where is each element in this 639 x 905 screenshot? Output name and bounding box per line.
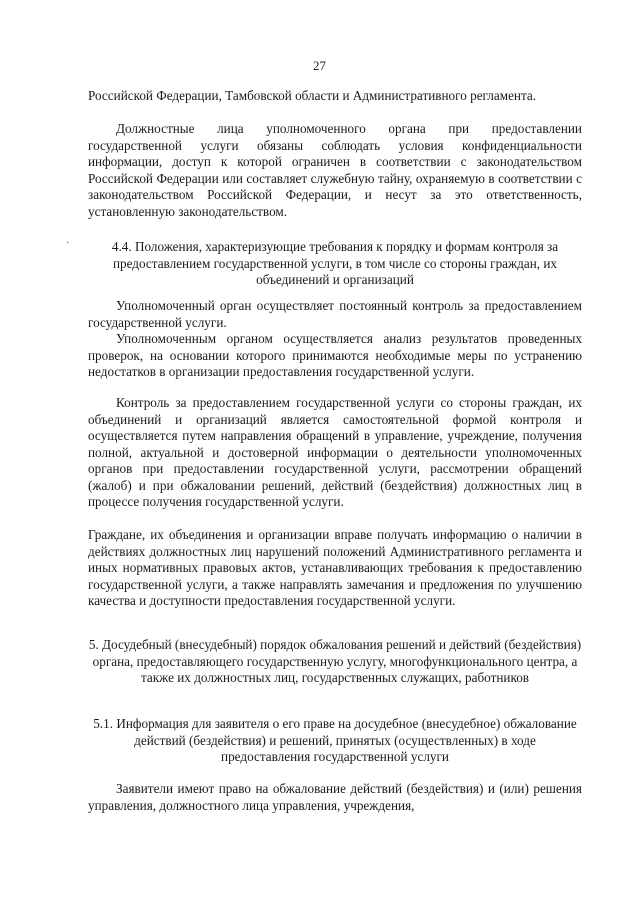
paragraph-continuation: Российской Федерации, Тамбовской области и Административного регламента.	[88, 88, 537, 103]
paragraph-appeal-right: Заявители имеют право на обжалование действий (бездействия) и (или) решения управления, должностного лица управления, учреждения,	[88, 781, 582, 813]
paragraph-confidentiality: Должностные лица уполномоченного органа при предоставлении государственной услуги обязаны соблюдать условия конфиденциальности информации, доступ к которой ограничен в соответствии с законодательством Российской Федерации или составляет служебную тайну, охраняемую в соответствии с законодательством Российской Федерации, и несут за это ответственность, установленную законодательством.	[88, 121, 582, 219]
page-number: 27	[313, 58, 326, 73]
margin-mark: ·	[66, 238, 70, 249]
paragraph-control: Уполномоченный орган осуществляет постоянный контроль за предоставлением государственной услуги.	[88, 298, 582, 330]
section-heading-5: 5. Досудебный (внесудебный) порядок обжалования решений и действий (бездействия) органа, предоставляющего государственную услугу, многофункционального центра, а также их должностных лиц, государственных служащих, работников	[88, 637, 582, 685]
paragraph-citizen-control: Контроль за предоставлением государственной услуги со стороны граждан, их объединений и организаций является самостоятельной формой контроля и осуществляется путем направления обращений в управление, учреждение, получения полной, актуальной и достоверной информации о деятельности уполномоченных органов при предоставлении государственной услуги, рассмотрении обращений (жалоб) и при обжаловании решений, действий (бездействия) должностных лиц в процессе получения государственной услуги.	[88, 395, 582, 509]
section-heading-4-4: 4.4. Положения, характеризующие требования к порядку и формам контроля за предоставлением государственной услуги, в том числе со стороны граждан, их объединений и организаций	[111, 239, 559, 287]
paragraph-citizen-rights: Граждане, их объединения и организации вправе получать информацию о наличии в действиях должностных лиц нарушений положений Административного регламента и иных нормативных правовых актов, устанавливающих требования к предоставлению государственной услуги, а также направлять замечания и предложения по улучшению качества и доступности предоставления государственной услуги.	[88, 527, 582, 608]
section-heading-5-1: 5.1. Информация для заявителя о его праве на досудебное (внесудебное) обжалование действий (бездействия) и решений, принятых (осуществленных) в ходе предоставления государственной услуги	[93, 716, 577, 764]
paragraph-analysis: Уполномоченным органом осуществляется анализ результатов проведенных проверок, на основании которого принимаются необходимые меры по устранению недостатков в организации предоставления государственной услуги.	[88, 331, 582, 379]
